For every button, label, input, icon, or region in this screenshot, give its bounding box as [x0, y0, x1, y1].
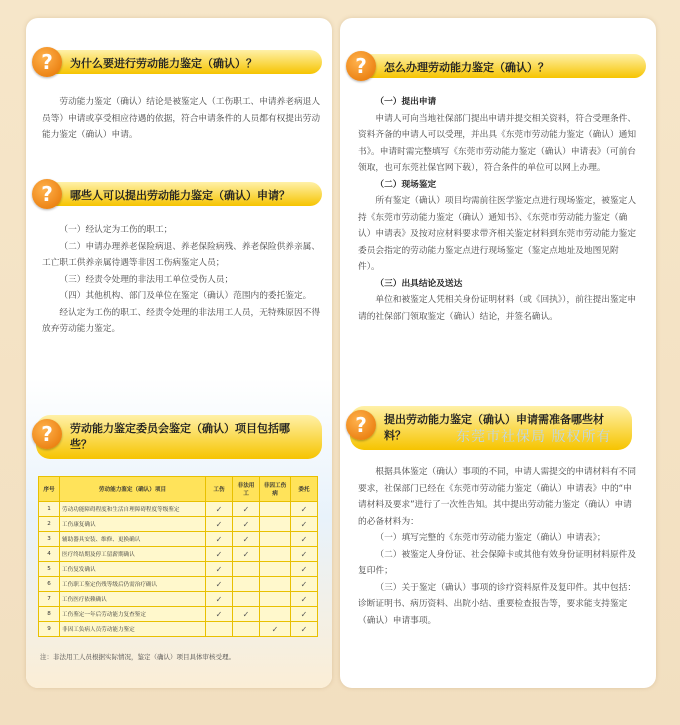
list-item: （三）经责令处理的非法用工单位受伤人员；: [59, 274, 234, 285]
watermark: 东莞市社保局 版权所有: [456, 429, 612, 445]
col-header: 劳动能力鉴定（确认）项目: [60, 477, 206, 502]
check-icon: ✓: [206, 517, 233, 532]
check-icon: ✓: [206, 502, 233, 517]
col-header: 非法用工: [233, 477, 260, 502]
section-title: 劳动能力鉴定委员会鉴定（确认）项目包括哪些？: [70, 422, 290, 451]
check-icon: [233, 577, 260, 592]
question-icon: ?: [32, 419, 62, 449]
list-item: （一）经认定为工伤的职工；: [59, 225, 173, 235]
check-icon: ✓: [291, 547, 318, 562]
check-icon: [260, 592, 291, 607]
check-icon: ✓: [233, 502, 260, 517]
check-icon: [233, 562, 260, 577]
items-table: [38, 476, 318, 637]
check-icon: [206, 622, 233, 637]
check-icon: ✓: [233, 547, 260, 562]
list-item: （三）关于鉴定（确认）事项的诊疗资料原件及复印件。其中包括：诊断证明书、病历资料、出院小结、重要检查报告等，要求能支持鉴定（确认）申请事项。: [358, 582, 637, 626]
table-row: 4 医疗终结期及停工留薪期确认 ✓ ✓ ✓: [39, 547, 318, 562]
sub-heading: （二）现场鉴定: [375, 179, 437, 190]
list-item: （二）申请办理养老保险病退、养老保险病残、养老保险供养亲属、工亡职工供养亲属待遇等非因工伤病鉴定人员；: [42, 241, 321, 268]
section-header-items: [36, 415, 322, 459]
check-icon: [260, 562, 291, 577]
why-body: 劳动能力鉴定（确认）结论是被鉴定人（工伤职工、申请养老病退人员等）申请或享受相应待遇的依据，符合申请条件的人员都有权提出劳动能力鉴定（确认）申请。: [42, 97, 321, 140]
check-icon: ✓: [206, 592, 233, 607]
table-row: 6 工伤职工鉴定伤残等级后仍需治疗确认 ✓ ✓: [39, 577, 318, 592]
check-icon: ✓: [291, 592, 318, 607]
check-icon: [260, 577, 291, 592]
right-panel: [340, 18, 656, 688]
question-icon: ?: [346, 410, 376, 440]
section-header-how: [350, 54, 646, 78]
section-header-why: [36, 50, 322, 74]
table-note: 注：非法用工人员根据实际情况，鉴定（确认）项目具体审核受理。: [40, 653, 235, 661]
table-row: 1 劳动功能障碍程度和生活自理障碍程度等级鉴定 ✓ ✓ ✓: [39, 502, 318, 517]
col-header: 委托: [291, 477, 318, 502]
table-row: 9 非因工负病人员劳动能力鉴定 ✓ ✓: [39, 622, 318, 637]
materials-body: 根据具体鉴定（确认）事项的不同，申请人需提交的申请材料有不同要求，社保部门已经在《东莞市劳动能力鉴定（确认）申请表》中的“申请材料及要求”进行了一次性告知。其中提出劳动能力鉴定（确认）申请的必备材料为： （一）填写完整的《东莞市劳动能力鉴定（确认）申请表》； （二）被鉴定人身份证、社会保障卡或其他有效身份证明材料原件及复印件； （三）关于鉴定（确认）事项的诊疗资料原件及复印件。其中包括：诊断证明书、病历资料、出院小结、重要检查报告等，要求能支持鉴定（确认）申请事项。: [358, 464, 640, 629]
check-icon: ✓: [291, 517, 318, 532]
question-icon: ?: [32, 179, 62, 209]
section-title: 哪些人可以提出劳动能力鉴定（确认）申请？: [70, 189, 290, 202]
table-row: 7 工伤医疗依赖确认 ✓ ✓: [39, 592, 318, 607]
check-icon: [260, 532, 291, 547]
section-title: 提出劳动能力鉴定（确认）申请需准备哪些材料？: [384, 413, 604, 442]
check-icon: ✓: [206, 547, 233, 562]
check-icon: [233, 622, 260, 637]
col-header: 非因工伤病: [260, 477, 291, 502]
sub-heading: （一）提出申请: [375, 97, 437, 107]
check-icon: ✓: [291, 532, 318, 547]
who-list: [42, 222, 320, 338]
check-icon: ✓: [291, 577, 318, 592]
check-icon: ✓: [291, 607, 318, 622]
question-icon: ?: [346, 51, 376, 81]
col-header: 序号: [39, 477, 60, 502]
check-icon: [260, 547, 291, 562]
table-row: 8 工伤鉴定一年后劳动能力复查鉴定 ✓ ✓ ✓: [39, 607, 318, 622]
check-icon: ✓: [206, 607, 233, 622]
sub-heading: （三）出具结论及送达: [375, 278, 463, 289]
section-title: 为什么要进行劳动能力鉴定（确认）？: [70, 57, 257, 70]
check-icon: [260, 607, 291, 622]
table-row: 3 辅助器具安装、维修、更换确认 ✓ ✓ ✓: [39, 532, 318, 547]
check-icon: ✓: [260, 622, 291, 637]
section-title: 怎么办理劳动能力鉴定（确认）？: [384, 61, 549, 74]
check-icon: ✓: [233, 607, 260, 622]
check-icon: ✓: [291, 562, 318, 577]
list-item: （四）其他机构、部门及单位在鉴定（确认）范围内的委托鉴定。: [59, 291, 312, 301]
check-icon: [260, 517, 291, 532]
table-header-row: [39, 477, 318, 502]
check-icon: ✓: [233, 517, 260, 532]
list-item: （一）填写完整的《东莞市劳动能力鉴定（确认）申请表》；: [375, 533, 606, 543]
col-header: 工伤: [206, 477, 233, 502]
question-icon: ?: [32, 47, 62, 77]
check-icon: ✓: [206, 577, 233, 592]
left-panel: [26, 18, 332, 688]
check-icon: ✓: [233, 532, 260, 547]
list-item: （二）被鉴定人身份证、社会保障卡或其他有效身份证明材料原件及复印件；: [358, 549, 637, 576]
check-icon: ✓: [291, 502, 318, 517]
section-header-who: [36, 182, 322, 206]
table-row: 2 工伤康复确认 ✓ ✓ ✓: [39, 517, 318, 532]
check-icon: ✓: [206, 532, 233, 547]
check-icon: [233, 592, 260, 607]
check-icon: ✓: [291, 622, 318, 637]
table-row: 5 工伤复发确认 ✓ ✓: [39, 562, 318, 577]
check-icon: [260, 502, 291, 517]
list-item: 经认定为工伤的职工、经责令处理的非法用工人员，无特殊原因不得放弃劳动能力鉴定。: [42, 307, 321, 334]
how-body: （一）提出申请 申请人可向当地社保部门提出申请并提交相关资料，符合受理条件、资料齐备的申请人可以受理，并出具《东莞市劳动能力鉴定（确认）通知书》。申请时需完整填写《东莞市劳动能力鉴定（确认）申请表》（可前台领取，也可东莞社保官网下载），符合条件的单位可以网上办理。 （二）现场鉴定 所有鉴定（确认）项目均需前往医学鉴定点进行现场鉴定，被鉴定人持《东莞市劳动能力鉴定（确认）通知书》、《东莞市劳动能力鉴定（确认）申请表》及按对应材料要求带齐相关鉴定材料到东莞市劳动能力鉴定委员会指定的劳动能力鉴定点进行现场鉴定（鉴定点地址及地图见附件）。 （三）出具结论及送达 单位和被鉴定人凭相关身份证明材料（或《回执》），前往提出鉴定申请的社保部门领取鉴定（确认）结论，并签名确认。: [358, 94, 640, 325]
check-icon: ✓: [206, 562, 233, 577]
